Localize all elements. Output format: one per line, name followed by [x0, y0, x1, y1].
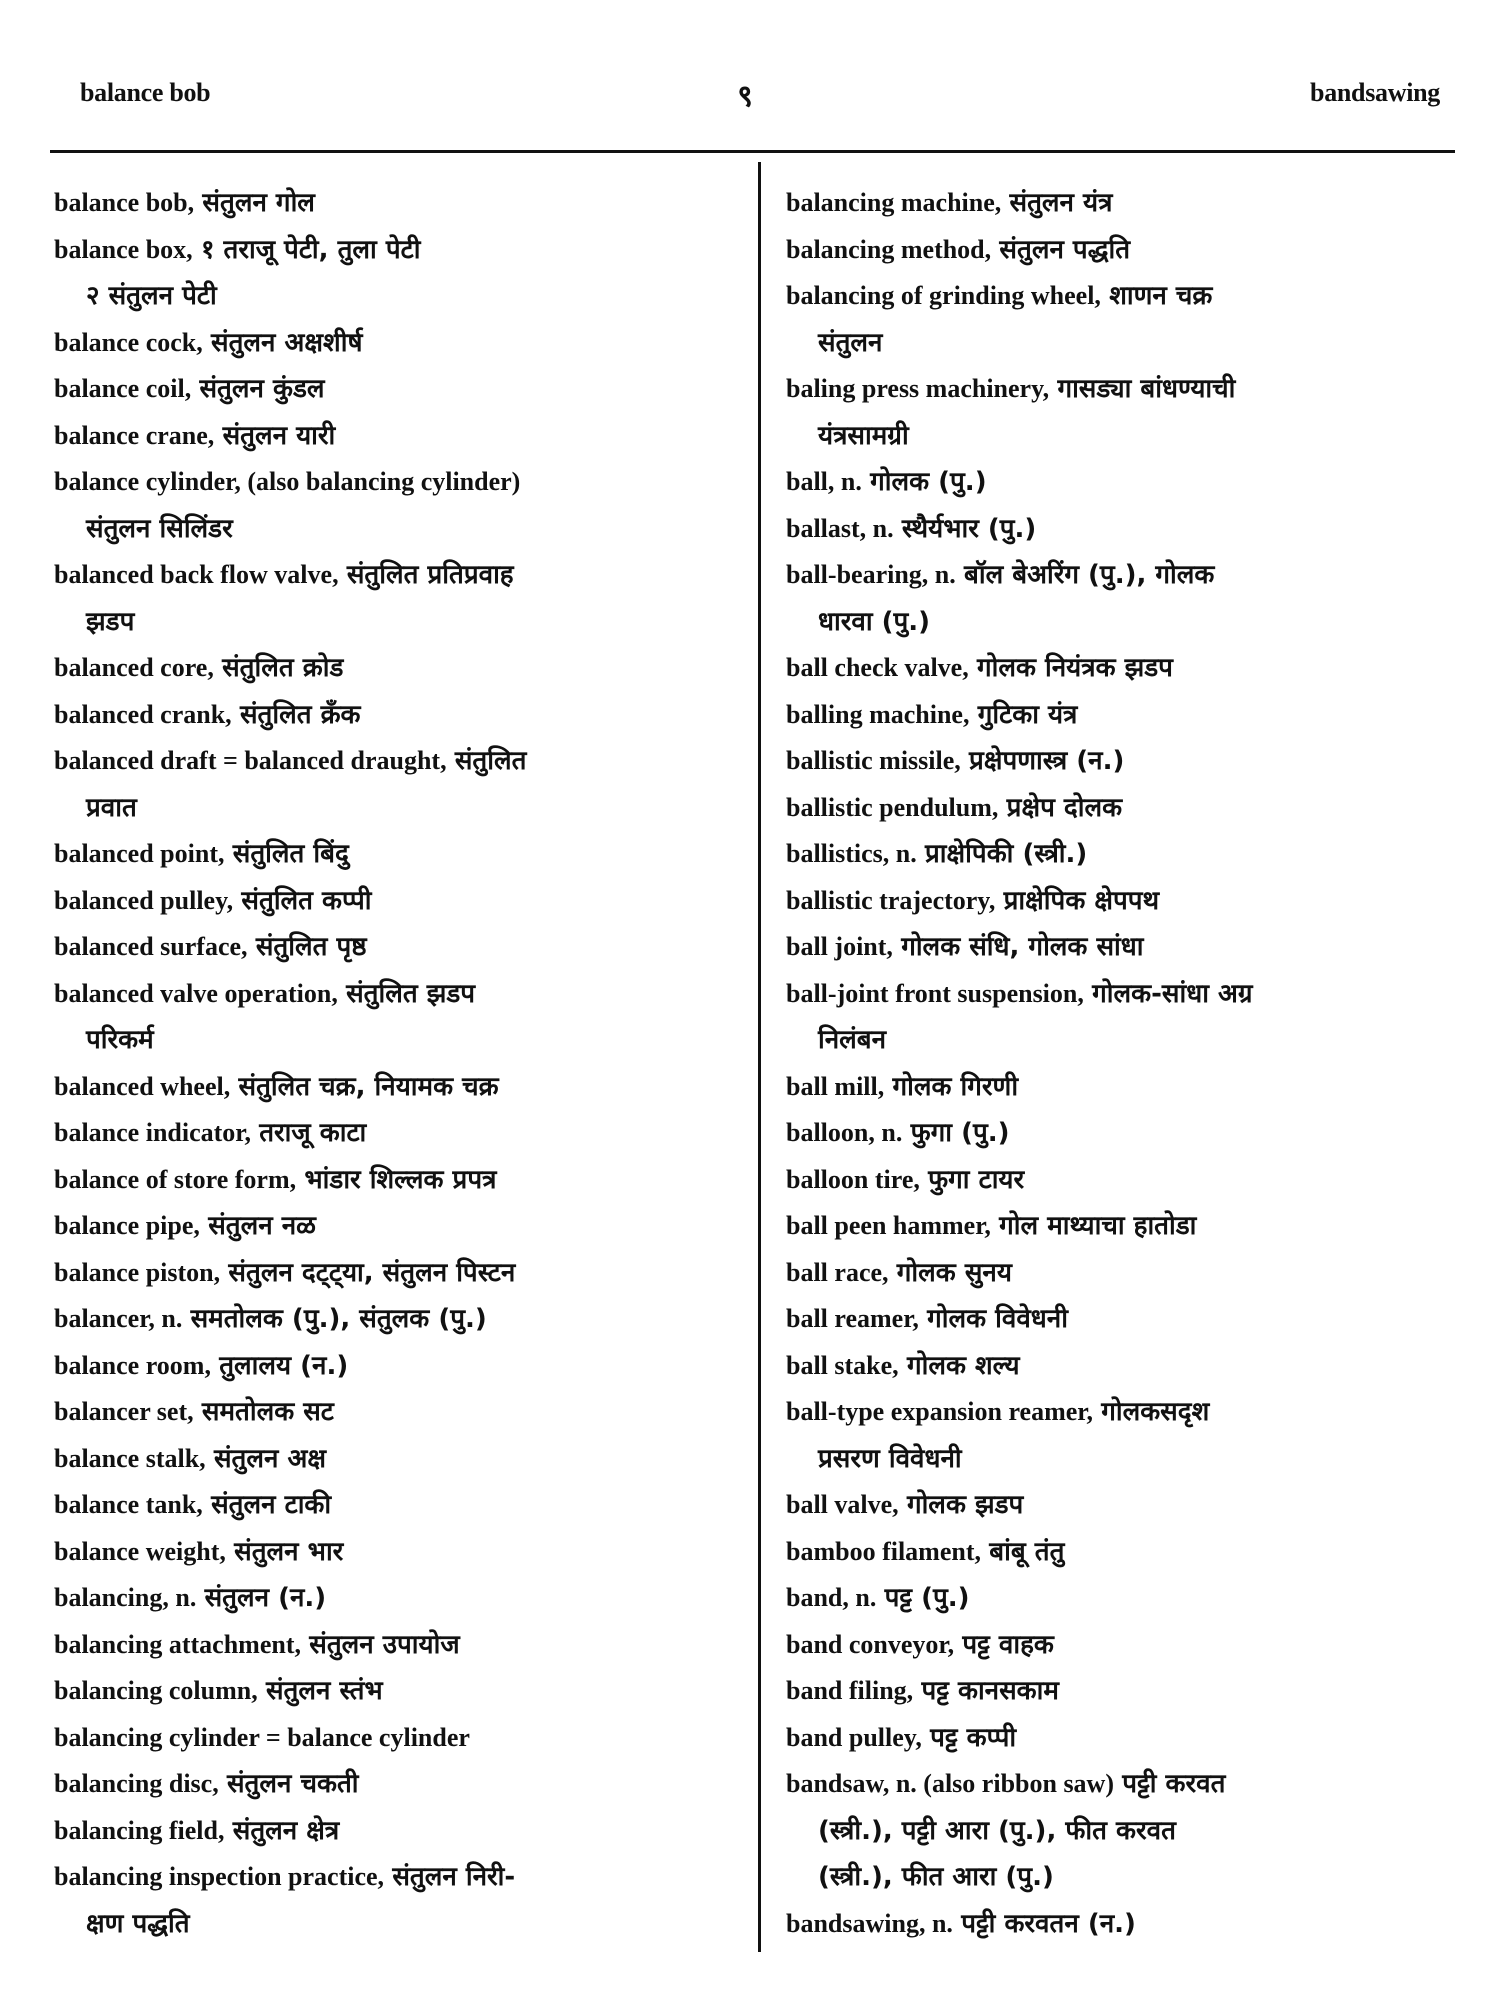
entry-definition: स्थैर्यभार (पु.) [901, 513, 1037, 544]
dictionary-entry [786, 1761, 1470, 1808]
entry-continuation [786, 1017, 1470, 1064]
entry-term: balance of store form, [54, 1164, 297, 1194]
entry-term: balloon, n. [786, 1118, 903, 1147]
entry-definition: संतुलित बिंदु [232, 839, 349, 869]
entry-definition: संतुलित क्रँक [239, 699, 361, 730]
dictionary-entry [786, 785, 1470, 832]
entry-term: balance piston, [54, 1257, 221, 1287]
entry-continuation [786, 1436, 1470, 1483]
dictionary-entry [54, 1808, 739, 1855]
entry-definition: शाणन चक्र [1109, 281, 1213, 311]
entry-term: ball-joint front suspension, [786, 978, 1084, 1008]
entry-definition: पट्ट कानसकाम [921, 1676, 1059, 1706]
entry-definition: फुगा (पु.) [910, 1118, 1010, 1148]
dictionary-entry [54, 738, 739, 785]
entry-definition: पट्ट कप्पी [930, 1722, 1017, 1753]
entry-term: balancing disc, [54, 1769, 219, 1798]
entry-term: band conveyor, [786, 1629, 955, 1659]
entry-definition: गोलक गिरणी [892, 1071, 1019, 1102]
entry-term: balloon tire, [786, 1164, 920, 1194]
dictionary-entry [786, 1901, 1470, 1948]
dictionary-entry [786, 459, 1470, 506]
header-rule [50, 150, 1455, 153]
entry-definition: गोलक-सांधा अग्र [1092, 978, 1253, 1009]
dictionary-entry [786, 1064, 1470, 1111]
entry-definition: बांबू तंतु [989, 1536, 1065, 1567]
entry-definition: पट्टी करवत [1122, 1769, 1226, 1799]
entry-definition: गोलक झडप [906, 1490, 1024, 1520]
entry-term: bamboo filament, [786, 1536, 981, 1566]
entry-definition: भांडार शिल्लक प्रपत्र [304, 1164, 497, 1195]
dictionary-entry [54, 1668, 739, 1715]
dictionary-entry [54, 1482, 739, 1529]
header-first-entry: balance bob [80, 78, 211, 107]
entry-continuation [54, 1017, 739, 1064]
entry-term: balancer, n. [54, 1304, 183, 1333]
dictionary-entry [786, 1157, 1470, 1204]
entry-definition: तुलालय (न.) [219, 1350, 349, 1381]
entry-definition: संतुलन चकती [226, 1769, 359, 1799]
entry-term: ball check valve, [786, 653, 969, 682]
entry-term: balanced wheel, [54, 1071, 231, 1101]
entry-term: ball valve, [786, 1490, 899, 1519]
dictionary-entry [786, 1110, 1470, 1157]
entry-term: ballistic trajectory, [786, 885, 996, 915]
entry-definition: संतुलन [818, 327, 883, 358]
entry-term: balancing machine, [786, 188, 1002, 217]
dictionary-entry [786, 1715, 1470, 1762]
dictionary-entry [54, 1575, 739, 1622]
dictionary-entry [54, 1343, 739, 1390]
entry-definition: यंत्रसामग्री [818, 420, 909, 451]
entry-term: ball mill, [786, 1071, 885, 1101]
entry-definition: क्षण पद्धति [86, 1908, 190, 1939]
dictionary-entry [786, 1296, 1470, 1343]
dictionary-entry [54, 645, 739, 692]
entry-definition: संतुलन (न.) [204, 1583, 327, 1613]
entry-term: balancing method, [786, 234, 992, 264]
dictionary-entry [786, 971, 1470, 1018]
entry-term: balanced crank, [54, 699, 232, 729]
entry-continuation [54, 506, 739, 553]
entry-term: balance indicator, [54, 1118, 251, 1147]
entry-definition: गुटिका यंत्र [977, 699, 1078, 730]
dictionary-entry [786, 1622, 1470, 1669]
dictionary-entry [54, 1715, 739, 1762]
entry-definition: गोलक संधि, गोलक सांधा [901, 932, 1144, 962]
entry-definition: २ संतुलन पेटी [86, 281, 217, 311]
dictionary-entry [54, 459, 739, 506]
entry-term: balanced valve operation, [54, 978, 338, 1008]
entry-definition: पट्ट (पु.) [884, 1583, 970, 1613]
dictionary-entry [54, 1203, 739, 1250]
entry-term: balanced back flow valve, [54, 560, 339, 589]
dictionary-entry [54, 1250, 739, 1297]
dictionary-entry [54, 320, 739, 367]
entry-definition: संतुलन अक्ष [213, 1443, 326, 1474]
entry-definition: (स्त्री.), फीत आरा (पु.) [818, 1862, 1054, 1892]
dictionary-entry [54, 1622, 739, 1669]
dictionary-entry [786, 227, 1470, 274]
entry-definition: संतुलित चक्र, नियामक चक्र [238, 1071, 499, 1102]
dictionary-entry [786, 506, 1470, 553]
entry-term: balanced surface, [54, 932, 248, 961]
entry-definition: प्राक्षेपिकी (स्त्री.) [925, 839, 1088, 869]
entry-term: ball-type expansion reamer, [786, 1397, 1093, 1426]
entry-definition: संतुलित कप्पी [241, 885, 372, 916]
running-header [50, 78, 1440, 118]
entry-term: balancing field, [54, 1815, 225, 1845]
entry-definition: संतुलन गोल [202, 188, 315, 218]
entry-term: balance room, [54, 1350, 211, 1380]
dictionary-entry [786, 1203, 1470, 1250]
entry-term: balancing, n. [54, 1583, 197, 1612]
entry-definition: संतुलन पद्धति [999, 234, 1131, 265]
dictionary-entry [54, 831, 739, 878]
entry-term: balance pipe, [54, 1211, 200, 1240]
entry-term: balance cock, [54, 327, 203, 357]
dictionary-entry [786, 1389, 1470, 1436]
dictionary-entry [786, 1575, 1470, 1622]
entry-definition: फुगा टायर [928, 1164, 1025, 1195]
left-column [54, 180, 739, 1947]
dictionary-entry [54, 180, 739, 227]
entry-definition: संतुलन अक्षशीर्ष [211, 327, 363, 358]
entry-term: band filing, [786, 1676, 914, 1705]
page-number: ९ [737, 80, 753, 113]
entry-term: ballast, n. [786, 513, 894, 543]
entry-definition: गोलक सुनय [896, 1257, 1012, 1288]
dictionary-entry [786, 1250, 1470, 1297]
entry-definition: गोलक नियंत्रक झडप [976, 653, 1173, 683]
entry-term: balanced pulley, [54, 885, 234, 915]
entry-term: ballistic missile, [786, 746, 961, 775]
entry-continuation [54, 599, 739, 646]
entry-definition: प्रक्षेप दोलक [1006, 792, 1123, 823]
entry-definition: गोलकसदृश [1101, 1397, 1210, 1427]
entry-term: balanced point, [54, 839, 225, 868]
dictionary-entry [54, 1761, 739, 1808]
entry-term: ballistics, n. [786, 839, 917, 868]
dictionary-entry [54, 1854, 739, 1901]
entry-term: ball stake, [786, 1350, 899, 1380]
entry-definition: गोल माथ्याचा हातोडा [999, 1211, 1197, 1241]
entry-term: ball peen hammer, [786, 1211, 991, 1240]
entry-definition: गोलक (पु.) [870, 467, 987, 497]
entry-definition: संतुलित प्रतिप्रवाह [346, 560, 514, 590]
entry-term: balling machine, [786, 699, 970, 729]
entry-continuation [786, 413, 1470, 460]
entry-term: balancer set, [54, 1397, 194, 1426]
entry-definition: संतुलन दट्ट्या, संतुलन पिस्टन [228, 1257, 516, 1288]
entry-continuation [54, 785, 739, 832]
dictionary-entry [786, 1668, 1470, 1715]
entry-definition: प्रसरण विवेधनी [818, 1443, 962, 1474]
dictionary-entry [54, 413, 739, 460]
entry-definition: संतुलन नळ [208, 1211, 316, 1241]
entry-term: ball race, [786, 1257, 889, 1287]
entry-definition: संतुलन टाकी [211, 1490, 332, 1520]
dictionary-entry [786, 738, 1470, 785]
dictionary-entry [786, 366, 1470, 413]
entry-term: balanced draft = balanced draught, [54, 746, 447, 775]
entry-definition: संतुलन यंत्र [1009, 188, 1113, 218]
entry-definition: संतुलन निरी- [392, 1862, 516, 1892]
entry-definition: गासड्या बांधण्याची [1057, 374, 1236, 404]
dictionary-entry [54, 971, 739, 1018]
dictionary-entry [54, 924, 739, 971]
entry-term: balancing cylinder = balance cylinder [54, 1722, 470, 1752]
entry-definition: प्रवात [86, 792, 137, 823]
dictionary-entry [54, 1436, 739, 1483]
entry-term: balance coil, [54, 374, 192, 403]
entry-definition: संतुलन कुंडल [199, 374, 325, 404]
right-column [786, 180, 1470, 1947]
column-divider [758, 162, 761, 1952]
entry-continuation [54, 273, 739, 320]
entry-definition: प्राक्षेपिक क्षेपपथ [1003, 885, 1160, 916]
entry-continuation [786, 1808, 1470, 1855]
entry-continuation [786, 320, 1470, 367]
entry-definition: समतोलक (पु.), संतुलक (पु.) [190, 1304, 487, 1334]
dictionary-entry [786, 180, 1470, 227]
entry-term: ball joint, [786, 932, 893, 961]
entry-definition: झडप [86, 606, 135, 637]
entry-term: balancing column, [54, 1676, 258, 1705]
entry-definition: पट्ट वाहक [962, 1629, 1054, 1660]
entry-definition: संतुलित क्रोड [222, 653, 344, 683]
entry-definition: संतुलन क्षेत्र [232, 1815, 340, 1846]
entry-definition: (स्त्री.), पट्टी आरा (पु.), फीत करवत [818, 1815, 1176, 1846]
entry-definition: पट्टी करवतन (न.) [961, 1908, 1136, 1939]
dictionary-entry [786, 924, 1470, 971]
entry-term: balance weight, [54, 1536, 226, 1566]
entry-term: band pulley, [786, 1722, 922, 1752]
dictionary-entry [54, 878, 739, 925]
entry-definition: संतुलित झडप [346, 978, 476, 1009]
entry-term: ball, n. [786, 467, 862, 496]
dictionary-entry [54, 227, 739, 274]
entry-term: balancing attachment, [54, 1629, 301, 1659]
entry-definition: संतुलित पृष्ठ [255, 932, 367, 962]
dictionary-entry [54, 1110, 739, 1157]
dictionary-entry [54, 552, 739, 599]
entry-continuation [786, 1854, 1470, 1901]
dictionary-entry [54, 1529, 739, 1576]
entry-definition: संतुलन स्तंभ [265, 1676, 383, 1706]
dictionary-entry [786, 1343, 1470, 1390]
entry-term: balance stalk, [54, 1443, 206, 1473]
entry-definition: समतोलक सट [201, 1397, 334, 1427]
entry-definition: परिकर्म [86, 1025, 154, 1055]
entry-term: baling press machinery, [786, 374, 1050, 403]
dictionary-entry [54, 1064, 739, 1111]
dictionary-entry [54, 1157, 739, 1204]
entry-term: ball-bearing, n. [786, 560, 956, 589]
entry-term: balance tank, [54, 1490, 203, 1519]
entry-definition: प्रक्षेपणास्त्र (न.) [969, 746, 1125, 776]
dictionary-entry [54, 1389, 739, 1436]
entry-definition: बॉल बेअरिंग (पु.), गोलक [964, 560, 1215, 590]
entry-definition: निलंबन [818, 1025, 887, 1055]
entry-term: band, n. [786, 1583, 877, 1612]
dictionary-entry [786, 273, 1470, 320]
entry-term: ball reamer, [786, 1304, 919, 1333]
header-last-entry: bandsawing [1310, 78, 1440, 107]
dictionary-entry [786, 645, 1470, 692]
entry-definition: संतुलन सिलिंडर [86, 513, 233, 544]
dictionary-entry [786, 692, 1470, 739]
dictionary-entry [786, 878, 1470, 925]
entry-definition: धारवा (पु.) [818, 606, 931, 637]
dictionary-entry [54, 366, 739, 413]
entry-term: balanced core, [54, 653, 214, 682]
entry-term: ballistic pendulum, [786, 792, 999, 822]
dictionary-entry [786, 1529, 1470, 1576]
entry-term: balancing of grinding wheel, [786, 281, 1101, 310]
dictionary-entry [786, 831, 1470, 878]
entry-term: balancing inspection practice, [54, 1862, 385, 1891]
entry-definition: १ तराजू पेटी, तुला पेटी [200, 234, 421, 265]
entry-term: balance box, [54, 234, 193, 264]
entry-definition: संतुलित [454, 746, 527, 776]
entry-definition: तराजू काटा [259, 1118, 367, 1148]
dictionary-entry [54, 1296, 739, 1343]
entry-term: balance bob, [54, 188, 195, 217]
entry-term: balance cylinder, (also balancing cylinder) [54, 467, 521, 496]
entry-definition: संतुलन भार [234, 1536, 344, 1567]
entry-definition: संतुलन उपायोज [309, 1629, 460, 1660]
entry-continuation [54, 1901, 739, 1948]
entry-term: balance crane, [54, 420, 215, 450]
entry-definition: गोलक शल्य [906, 1350, 1020, 1381]
dictionary-entry [786, 1482, 1470, 1529]
entry-definition: संतुलन यारी [222, 420, 336, 451]
dictionary-entry [786, 552, 1470, 599]
entry-continuation [786, 599, 1470, 646]
entry-term: bandsawing, n. [786, 1908, 953, 1938]
entry-definition: गोलक विवेधनी [927, 1304, 1068, 1334]
dictionary-entry [54, 692, 739, 739]
entry-term: bandsaw, n. (also ribbon saw) [786, 1769, 1114, 1798]
